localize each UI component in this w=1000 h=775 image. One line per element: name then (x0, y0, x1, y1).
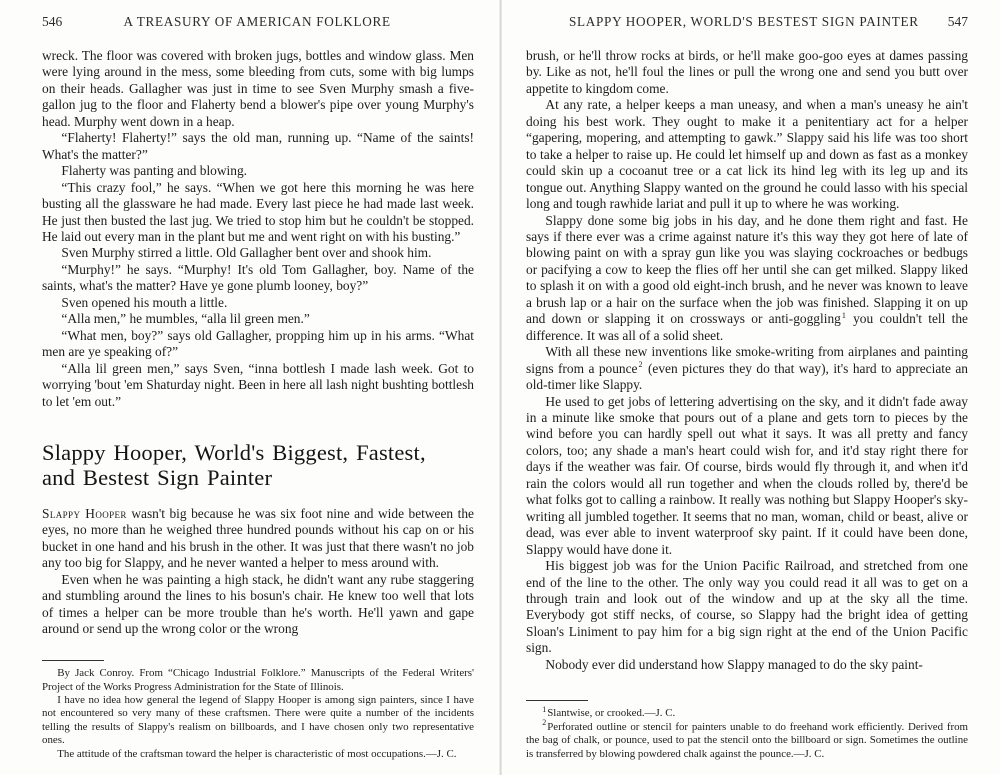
story-opening-smallcaps: Slappy Hooper (42, 505, 127, 521)
paragraph-text-cont: you couldn't tell the difference. It was all of a solid sheet. (526, 311, 968, 343)
footnote-rule (42, 660, 104, 661)
paragraph: “This crazy fool,” he says. “When we got here this morning he was here busting all the glassware he had made. Every last piece he had made last week. He just then busted the last jug. We tried to stop him but he couldn't be stopped. He laid out every man in the plant but me and went right on with his busting.” (42, 179, 474, 244)
paragraph-with-footnote-two (526, 344, 968, 393)
footnote-entry (526, 704, 968, 720)
paragraph: brush, or he'll throw rocks at birds, or he'll make goo-goo eyes at dames passing by. Like as not, he'll foul the lines or pull the wrong one and send you butt over appetite to kingdom come. (526, 48, 968, 96)
story-opening-paragraph (42, 506, 474, 572)
footnote-entry (526, 718, 968, 761)
paragraph: At any rate, a helper keeps a man uneasy, and when a man's uneasy he ain't doing his best work. They ought to make it a penitentiary act for a helper “gapering, mopering, and attempting to gawk.” Slappy said his life was too short to take a helper to raise up. He could let himself up and down as fast as a monkey could skin up a cocoanut tree or a cat lick its hind leg with its leg up and its tongue out. Anything Slappy wanted on the ground he could lasso with his special long and tough rawhide lariat and pull it up to where he was working. (526, 97, 968, 212)
paragraph: Sven opened his mouth a little. (61, 294, 228, 310)
footnote-number-2: 2 (542, 718, 547, 728)
right-footnote-block (526, 700, 968, 761)
left-running-head-title: A TREASURY OF AMERICAN FOLKLORE (123, 14, 391, 29)
footnote-marker-2[interactable]: 2 (638, 360, 643, 370)
left-running-head (42, 0, 474, 48)
paragraph: Even when he was painting a high stack, he didn't want any rube staggering and stumbling around the lines to his bosun's chair. He knew too well that lots of times a helper can be more trouble than he's worth. He'll yawn and gape around or send up the wrong color or the wrong (42, 571, 474, 637)
paragraph: His biggest job was for the Union Pacific Railroad, and stretched from one end of the line to the other. The only way you could read it all was to get on a through train and look out of the window and up at the sky all the time. Everybody got stiff necks, of course, so Slappy had the bright idea of getting Sloan's Liniment to pay him for a big sign right at the end of the Union Pacific sign. (526, 558, 968, 656)
section-title-line-2: and Bestest Sign Painter (42, 464, 273, 490)
paragraph: “Alla lil green men,” says Sven, “inna bottlesh I made lash week. Got to worrying 'bout 'em Shaturday night. Been in here all lash night bushting bottlesh to let 'em out.” (42, 360, 474, 409)
footnote-number-1: 1 (542, 704, 547, 714)
paragraph-with-footnote-one (526, 213, 968, 345)
footnote-text: Perforated outline or stencil for painters unable to do freehand work efficiently. Derived from the bag of chalk, or pounce, used to pat the stencil onto the billboard or sign. Sometimes the outline is transferred by blowing powdered chalk against the pounce.—J. C. (526, 720, 968, 760)
paragraph: wreck. The floor was covered with broken jugs, bottles and window glass. Men were lying around in the mess, some bleeding from cuts, some with big lumps on their heads. Gallagher was just in time to see Sven Murphy smash a five-gallon jug to the floor and Flaherty bend a blower's pipe over young Murphy's head. Murphy went down in a heap. (42, 48, 474, 129)
story-opening-rest: wasn't big because he was six foot nine and wide between the eyes, no more than he weighed three hundred pounds without his cap on or his bucket in one hand and his brush in the other. It was just that there wasn't no job any too big for Slappy, and he never wanted a helper to mess around with. (42, 505, 474, 571)
footnote-text: Slantwise, or crooked.—J. C. (547, 707, 676, 720)
paragraph-text: With all these new inventions like smoke-writing from airplanes and painting signs from a pounce (526, 344, 968, 376)
left-body-column (42, 48, 474, 410)
right-page (500, 0, 1000, 775)
footnote-note: I have no idea how general the legend of Slappy Hooper is among sign painters, since I have not encountered so very many of these craftsmen. There were quite a number of the incidents telling the results of Slappy's realism on billboards, and I have chosen only two representative ones. (42, 693, 474, 747)
paragraph-text: Slappy done some big jobs in his day, and he done them right and fast. He says if there ever was a crime against nature it's this way they got here of late of blowing paint on with a spray gun like you was slaying cockroaches or bedbugs or pacifying a cow to keep the flies off her until she can get milked. Slappy liked to splash it on with a good old eight-inch brush, and he never was known to leave a brush lap or a hair on the surface when the job was finished. Slapping it on up and down or slapping it on crossways or anti-goggling (526, 212, 968, 327)
paragraph: “Flaherty! Flaherty!” says the old man, running up. “Name of the saints! What's the matter?” (42, 130, 474, 162)
paragraph: “Murphy!” he says. “Murphy! It's old Tom Gallagher, boy. Name of the saints, what's the matter? Have ye gone plumb looney, boy?” (42, 261, 474, 294)
paragraph: Sven Murphy stirred a little. Old Gallagher bent over and shook him. (61, 245, 432, 261)
left-footnote-block (42, 660, 474, 761)
footnote-marker-1[interactable]: 1 (841, 310, 846, 320)
paragraph: Nobody ever did understand how Slappy managed to do the sky paint- (545, 656, 923, 672)
footnote-rule (526, 700, 588, 701)
paragraph: He used to get jobs of lettering advertising on the sky, and it didn't fade away in a minute like smoke that pours out of a plane and gets torn to pieces by the wind before you can hardly spell out what it says. It was all pretty and fancy colors, too; any shade a man's heart could wish for, and it'd stay right there for days if the weather was fair. Of course, birds would fly through it, and when it'd rain the colors would all run together and when the clouds rolled by, there'd be what folks got to calling a rainbow. It really was nothing but Slappy Hooper's sky-writing all jumbled together. It seems that no man, woman, child or beast, alive or dead, was ever able to invent waterproof sky paint. If it could have been done, Slappy would have done it. (526, 393, 968, 557)
paragraph: Flaherty was panting and blowing. (61, 163, 248, 179)
paragraph-text-cont: (even pictures they do that way), it's hard to appreciate an old-timer like Slappy. (526, 360, 969, 393)
right-page-number: 547 (947, 14, 968, 29)
right-body-column (526, 48, 968, 673)
right-running-head (526, 0, 968, 48)
left-page-number: 546 (42, 14, 63, 29)
footnote-note: The attitude of the craftsman toward the helper is characteristic of most occupations.—J. C. (57, 747, 457, 760)
section-title (42, 410, 474, 506)
paragraph: “Alla men,” he mumbles, “alla lil green men.” (61, 311, 310, 327)
right-running-head-title: SLAPPY HOOPER, WORLD'S BESTEST SIGN PAINTER (568, 14, 919, 29)
section-title-line-1: Slappy Hooper, World's Biggest, Fastest, (42, 439, 426, 465)
paragraph: “What men, boy?” says old Gallagher, propping him up in his arms. “What men are ye speaking of?” (42, 327, 474, 360)
footnote-source: By Jack Conroy. From “Chicago Industrial Folklore.” Manuscripts of the Federal Writers' Project of the Works Progress Administration for the State of Illinois. (42, 667, 474, 693)
left-story-column (42, 506, 474, 638)
